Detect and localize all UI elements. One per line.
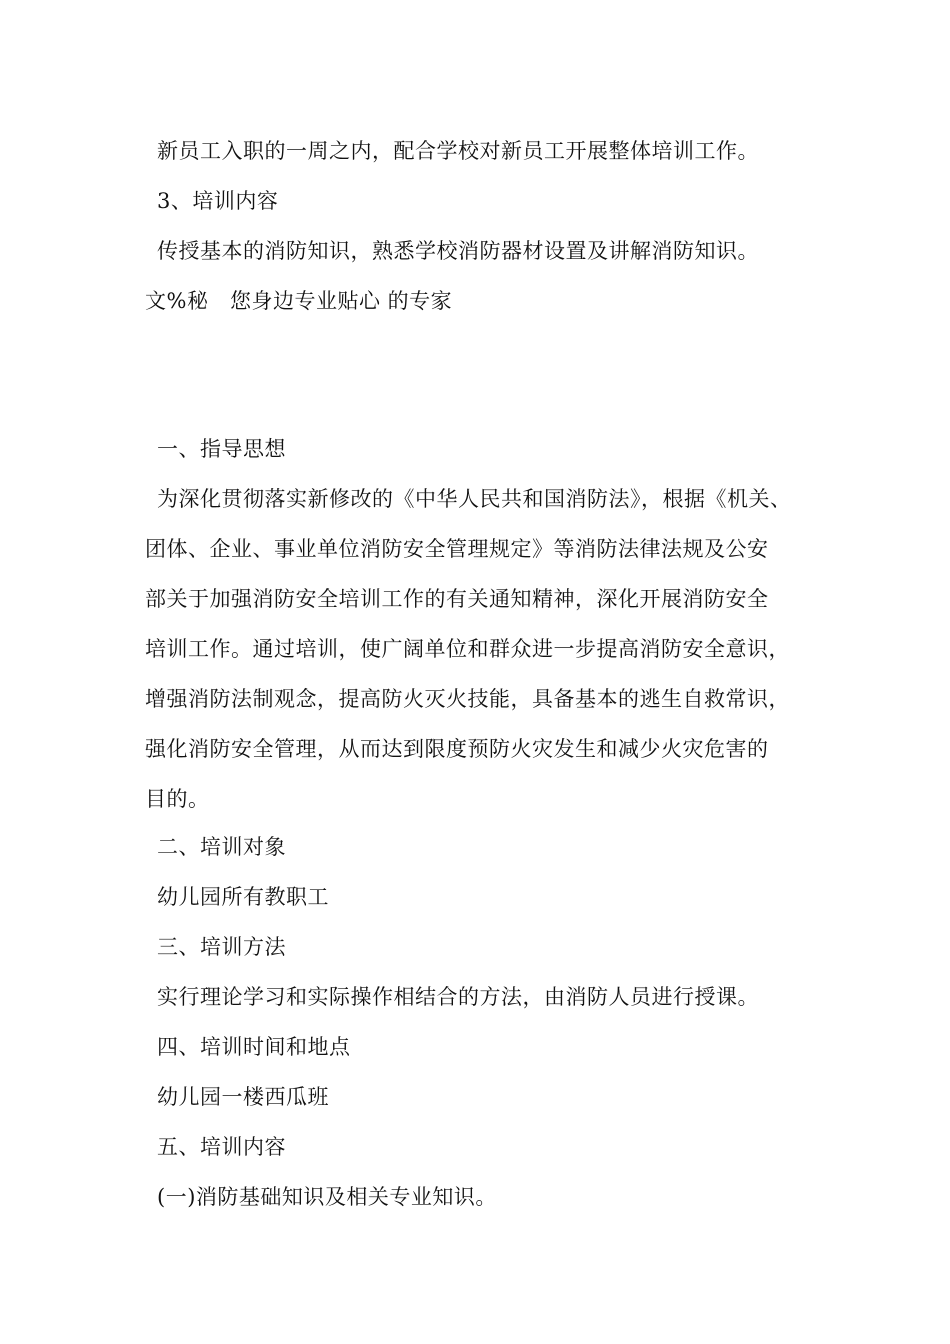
section-heading: 四、培训时间和地点 <box>157 1035 351 1059</box>
body-text: 目的。 <box>145 787 210 811</box>
body-text: 幼儿园所有教职工 <box>157 885 329 909</box>
watermark-text: 文%秘 您身边专业贴心 的专家 <box>145 289 453 313</box>
body-text: 部关于加强消防安全培训工作的有关通知精神，深化开展消防安全 <box>145 587 769 611</box>
body-text: 传授基本的消防知识，熟悉学校消防器材设置及讲解消防知识。 <box>157 239 759 263</box>
section-heading: 二、培训对象 <box>157 835 286 859</box>
body-text: 新员工入职的一周之内，配合学校对新员工开展整体培训工作。 <box>157 139 759 163</box>
section-heading: 3、培训内容 <box>157 189 279 213</box>
section-heading: 一、指导思想 <box>157 437 286 461</box>
section-heading: 五、培训内容 <box>157 1135 286 1159</box>
body-text: 为深化贯彻落实新修改的《中华人民共和国消防法》，根据《机关、 <box>157 487 792 511</box>
body-text: 实行理论学习和实际操作相结合的方法，由消防人员进行授课。 <box>157 985 759 1009</box>
section-heading: 三、培训方法 <box>157 935 286 959</box>
body-text: 团体、企业、事业单位消防安全管理规定》等消防法律法规及公安 <box>145 537 769 561</box>
body-text: 幼儿园一楼西瓜班 <box>157 1085 329 1109</box>
body-text: 培训工作。通过培训，使广阔单位和群众进一步提高消防安全意识， <box>145 637 790 661</box>
body-text: 增强消防法制观念，提高防火灭火技能，具备基本的逃生自救常识， <box>145 687 790 711</box>
body-text: 强化消防安全管理，从而达到限度预防火灾发生和减少火灾危害的 <box>145 737 769 761</box>
list-item: (一)消防基础知识及相关专业知识。 <box>157 1185 497 1209</box>
